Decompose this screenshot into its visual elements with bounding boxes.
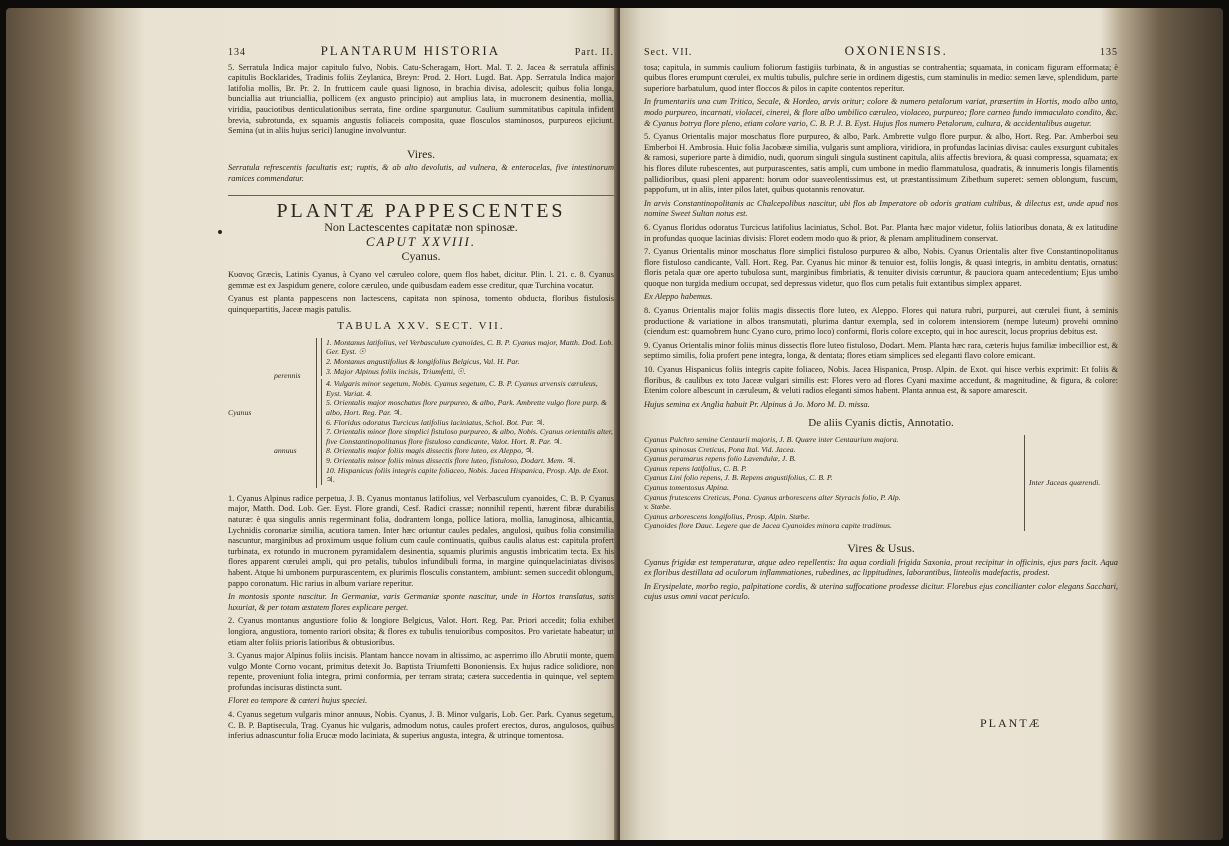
page-number: 135 — [1099, 47, 1118, 58]
list-item: v. Stæbe. — [644, 502, 672, 512]
running-title: PLANTARUM HISTORIA — [320, 43, 501, 58]
running-title: OXONIENSIS. — [844, 43, 948, 58]
list-item: Cyanus tomentosus Alpina. — [644, 482, 729, 492]
synonym-list — [644, 435, 1024, 531]
usus-text-2: In Erysipelate, morbo regio, palpitatione cordis, & uterina suffocatione prodesse dicitur. Florebus ejus concilianter color elegans Sacchari, cujus usus omni vacat periculo. — [644, 581, 1118, 602]
entry-4: 4. Cyanus segetum vulgaris minor annuus, Nobis. Cyanus, J. B. Minor vulgaris, Lob. Ger. Park. Cyanus segetum, C. B. P. Baptisecula, Trag. Cyanus hic vulgaris, admodum notus, caules profert erectos, duros, angulosos, quibus inferius adnascuntur folia Erucæ modo laciniata, & superius angusta, integra, & utrinque tomentosa. — [228, 710, 614, 741]
section-subtitle: Non Lactescentes capitatæ non spinosæ. — [324, 220, 518, 235]
definition-paragraph: Cyanus est planta pappescens non lactescens, capitata non spinosa, tomento obducta, floribus fistulosis quinquepartitis, Jaceæ magis patulis. — [228, 294, 614, 314]
list-item: 4. Vulgaris minor segetum, Nobis. Cyanus segetum, C. B. P. Cyanus arvensis cæruleus, Eyst. Variat. 4. — [326, 379, 598, 398]
list-item: Cyanus Lini folio repens, J. B. Repens angustifolius, C. B. P. — [644, 473, 833, 483]
list-item: 8. Orientalis major foliis magis dissectis flore luteo, ex Aleppo, ♃. — [326, 446, 534, 456]
entry-1: 1. Cyanus Alpinus radice perpetua, J. B. Cyanus montanus latifolius, vel Verbasculum cyanoides, C. B. P. Cyanus major, Matth. Dod. Lob. Ger. Eyst. Flore grandi, Cesf. Radici crassæ; nonnihil repenti, hærent fibræ durabilis naturæ: è qua singulis annis regerminant folia, dodrantem longa, pollice latiora, mollia, lanuginosa, albicantia, Lychnidis coronariæ similia, acutiora tamen. Inter hæc oriuntur caules pedales, angulosi, quibus folia consimilia nascuntur, marginibus ad proximum usque folium cum caule continuatis, quibus caulis alatus est: capitula profert turbinata, ex rotundo in mucronem pyramidalem desinentia, squamis plurimis angustis imbricatim tecta. Ex his flores apparent cœrulei ampli, qui pro petalis, tubulos infundibuli forma, in margine quinquelaciniatas divisos habent. Atque hi umbonem purpurascentem, ex plurimis flosculis constantem, ambiunt: semen succedit oblongum, pappo coronatum. Hic rarius in album variare reperitur. — [228, 493, 614, 588]
table-heading: TABULA XXV. SECT. VII. — [337, 320, 505, 333]
page-number: 134 — [228, 47, 246, 58]
right-running-header — [644, 43, 1118, 59]
entry-2: 2. Cyanus montanus angustiore folio & longiore Belgicus, Valot. Hort. Reg. Par. Priori accedit; folia exhibet longiora, angustiora, tomento rariori obsita; & flores ex tubulis tenuioribus compositos. Pro varietate habeatur; ut etiam alter foliis prioris latioribus & obtusioribus. — [228, 616, 614, 647]
list-item: Cyanoides flore Dauc. Legere que de Jacea Cyanoides minora capite tradimus. — [644, 521, 893, 531]
group-perennis — [321, 338, 614, 376]
list-item: 1. Montanus latifolius, vel Verbasculum cyanoides, C. B. P. Cyanus major, Matth. Dod. Lob. Ger. Eyst. ☉ — [326, 337, 614, 357]
entry-5: 5. Cyanus Orientalis major moschatus flore purpureo, & albo, Park. Ambrette vulgo flore purpur. & albo, Hort. Reg. Par. Amberboi seu Emberboi H. Ambrosia. Huic folia Jacobææ similia, vulgaris sunt ampliora, viridiora, in profundas lacinias divisa: caules exsurgunt cubitales & ramosi, superiore parte à dimidio, nudi, quorum singuli singula sustinent capitula, aliis affectis breviora, & quasi compressa, squamata; ex his flores dilute rubescentes, aut purpurascentes, satis ampli, cum umbone in medio flammatulosa, quadratis, & innumeris longis filamentis pallidioribus, quasi pleni apparent: horum odor suaveolentissimus est, ut præstantissimum Zibethum superet: semen oblongum, fuscum, pappofum, ut in aliis, inter pilos latet, quibus quotannis renovatur. — [644, 132, 1118, 195]
section-rule — [228, 195, 614, 196]
entry-3-note: Floret eo tempore & cæteri hujus speciei. — [228, 696, 368, 706]
entry-8: 8. Cyanus Orientalis major foliis magis dissectis flore luteo, ex Aleppo. Flores qui natura rubri, purpurei, aut cœrulei fiunt, à seminis productione & variatione in albos transmutati, plurima dantur exempla, sed in colorem intensiorem (nempe luteum) provehi omnino (ciendum est: quamobrem hunc Cyano curo, primo loco) conformi, floris colore excepto, qui in hoc aurescit, locus proprius debitus est. — [644, 306, 1118, 337]
section-label: Sect. VII. — [644, 47, 693, 58]
section-title: PLANTÆ PAPPESCENTES — [276, 199, 566, 222]
list-item: Cyanus Pulchro semine Centaurii majoris, J. B. Quære inter Centaurium majora. — [644, 435, 899, 444]
usus-text: Cyanus frigidæ est temperaturæ, atque adeo repellentis: Ita aqua cordiali frigida Saxonia, prout recipitur in officinis, ejus pars facit. Aqua ex floribus destillata ad oculorum inflammationes, rubedines, ac lippitudines, laborantibus, linteolis madefactis, prodest. — [644, 557, 1118, 578]
list-item: 5. Orientalis major moschatus flore purpureo, & albo, Park. Ambrette vulgo flore purp. & albo, Hort. Reg. Par. ♃. — [326, 398, 608, 418]
left-running-header — [228, 43, 614, 59]
list-item: Cyanus frutescens Creticus, Pona. Cyanus arborescens alter Styracis folio, P. Alp. — [644, 492, 901, 502]
intro-paragraph: Κυανος Græcis, Latinis Cyanus, à Cyano vel cæruleo colore, quem flos habet, dicitur. Plin. l. 21. c. 8. Cyanus gemmæ est ex Jaspidum genere, colore cæruleo, unde quibusdam eadem esse creditur, quæ Turchina vocatur. — [228, 269, 614, 290]
list-item: 6. Floridus odoratus Turcicus latifolius laciniatus, Schol. Bot. Par. ♃. — [326, 417, 545, 427]
list-item: 2. Montanus angustifolius & longifolius Belgicus, Val. H. Par. — [326, 357, 520, 367]
right-page-content — [644, 43, 1118, 606]
left-page — [6, 8, 618, 840]
list-item: 9. Orientalis minor foliis minus dissectis flore luteo, fistuloso, Dodart. Mem. ♃. — [326, 456, 576, 465]
chapter-heading: CAPUT XXVIII. — [365, 233, 477, 249]
vires-usus-heading: Vires & Usus. — [847, 540, 915, 555]
genus-heading: Cyanus. — [401, 249, 441, 264]
label-perennis: perennis — [274, 370, 301, 380]
entry-9: 9. Cyanus Orientalis minor foliis minus dissectis flore luteo fistuloso, Dodart. Mem. Planta hæc rara, cæteris hujus familiæ imbecillior est, & septimo similis, folia profert pene integra, longa, & dentata; flores etiam simplices sed eleganti flavo colore emicant. — [644, 340, 1118, 361]
entry-7-note: Ex Aleppo habemus. — [644, 292, 713, 302]
entry-5-habitat: In arvis Constantinopolitanis ac Chalcepolibus nascitur, ubi flos ab Imperatore ob odoris gratiam cultibus, & dilectus est, unde apud nos nomine Sweet Sultan notus est. — [644, 198, 1118, 219]
ink-dot — [218, 230, 222, 234]
synonym-block — [644, 435, 1118, 531]
list-item: 7. Orientalis minor flore simplici fistuloso purpureo, & albo, Nobis. Cyanus orientalis alter, five Constantinopolitanus flore fistuloso candicante, Valot. Hort. R. Par. ♃. — [326, 427, 613, 446]
list-item: 10. Hispanicus foliis integris capite foliaceo, Nobis. Jacea Hispanica, Prosp. Alp. de Exot. ♃. — [326, 465, 609, 485]
list-item: Cyanus spinosus Creticus, Pona Ital. Vid. Jacea. — [644, 444, 796, 454]
entry-serratula-5: 5. Serratula Indica major capitulo fulvo, Nobis. Catu-Scheragam, Hort. Mal. T. 2. Jacea & serratula affinis capitulis Bocklarides, Tradinis foliis Zeylanica, Breyn: Prod. 2. Hort. Lugd. Bat. App. Serratula Indica major latifolia mollis, Br. Pr. 2. In frutticem caule quasi lignoso, in brachia divisa, adolescit; quibus folia longa, bunciallia aut triunciallia, pollicem (ex angusto principio) aut amplius lata, in mucronem desinentia, mollia, viridia, pauciotibus denticulationibus serrata, fine ordine spargunutur. Caulium summitatibus capitula infident brevia, subrotunda, ex squamis angustis foliaceis composita, quae flosculos staminosos, purpureos ejiciunt. Semina (ut in aliis hujus serici) lanugine involvuntur. — [228, 62, 614, 136]
table-groups-labels — [274, 338, 316, 488]
list-item: 3. Major Alpinus foliis incisis, Triumfetti, ☉. — [326, 366, 466, 376]
entry-1-habitat: In montosis sponte nascitur. In Germaniæ, varis Germaniæ sponte nascitur, unde in Hortos translatus, satis luxuriat, & per totam æstatem flores explicare perget. — [228, 592, 614, 612]
entry-10: 10. Cyanus Hispanicus foliis integris capite foliaceo, Nobis. Jacea Hispanica, Prosp. Alpin. de Exot. qui hisce verbis exprimit: Et foliis & floribus, & caulibus ex toto Jaceæ vulgari similis est: Flores vero ad flores Cyani maxime accedunt, & magnitudine, & figura, & colore: Etenim colore albescunt in cæruleum, & veluti radios eleganti simos habent. Planta annua est, & sapore amarescit. — [644, 365, 1118, 396]
vires-text: Serratula refrescentis facultatis est; ruptis, & ab alto devolutis, ad vulnera, & enterocelas, five intestinorum ramices commendatur. — [228, 163, 614, 183]
entry-4-habitat: In frumentariis una cum Tritico, Secale, & Hordeo, arvis oritur; colore & numero petalorum variat, præsertim in Hortis, modo albo unto, modo purpureo, incarnati, violacei, cinerei, & flore albo umbilico cæruleo, violaceo, purpureo; flore carneo fundo immaculato condito, &c. & Cyanus botrya flore pleno, etiam colore vario, C. B. P. J. B. Eyst. Hujus flos numero Petalorum, cultura, & accidentalibus augetur. — [644, 97, 1118, 128]
entry-3: 3. Cyanus major Alpinus foliis incisis. Plantam hancce novam in altissimo, ac asperrimo illo Abrutii monte, quem vulgo Monte Corno vocant, primitus detexit Jo. Baptista Triumfetti Bononiensis. Ex hujus radice solidiore, non repente, proveniunt folia integra, primi conformia, per terram strata; cætera succedentia in quinque, vel septem profundas incisuras distincta sunt. — [228, 651, 614, 692]
annotation-heading: De aliis Cyanis dictis, Annotatio. — [808, 417, 954, 430]
entry-7: 7. Cyanus Orientalis minor moschatus flore simplici fistuloso purpureo & albo, Nobis. Cyanus Orientalis alter five Constantinopolitanus flore fistuloso candicante, Vall. Hort. Reg. Par. Cyanus hic minor & tenuior est, foliis longis, & quasi integris, in ambitu dentatis, ornatus: floris petala quæ ore aperto tubulosa sunt, marginibus fimbriatis, & tenuiter divisis cœruntur, & pauciora quam antecedentium; Ejus umbo quoque non turgida medium occupat, sed depressus videtur, quo flos cum petalis fuit extantibus simplex apparet. — [644, 247, 1118, 288]
label-annuus: annuus — [274, 445, 297, 455]
vires-heading: Vires. — [406, 146, 436, 161]
entry-6: 6. Cyanus floridus odoratus Turcicus latifolius laciniatus, Schol. Bot. Par. Planta hæc major videtur, foliis latioribus donata, & ex latitudine in profundas quoque lacinias divisis: Floret eodem modo quo & prior, & plenam amplitudinem conservat. — [644, 222, 1118, 243]
table-species-list — [316, 338, 614, 488]
group-annuus — [321, 379, 614, 485]
classification-table — [228, 338, 614, 488]
right-page — [620, 8, 1223, 840]
synonym-reference: Inter Jaceas quærendi. — [1024, 435, 1100, 531]
entry-4-continued: tosa; capitula, in summis caulium foliorum fastigiis turbinata, & in angustias se contrahentia; squamata, in conicam figuram efformata; è quibus flores erumpunt cœrulei, ex multis tubulis, pulchre serie in ordinem digestis, cum staminulis in medio: semen læve, splendidum, parte superiore barbatulum, quod inter floccos & pilos in capite contentos reperitur. — [644, 62, 1118, 93]
list-item: Cyanus arborescens longifolius, Prosp. Alpin. Stæbe. — [644, 511, 810, 521]
table-genus: Cyanus — [228, 408, 252, 418]
left-page-content — [228, 43, 614, 745]
entry-10-note: Hujus semina ex Anglia habuit Pr. Alpinus à Jo. Moro M. D. missa. — [644, 399, 870, 409]
part-label: Part. II. — [574, 47, 614, 58]
catchword: PLANTÆ — [980, 716, 1042, 730]
open-book — [6, 8, 1223, 840]
list-item: Cyanus repens latifolius, C. B. P. — [644, 463, 747, 473]
list-item: Cyanus peramarus repens folio Lavendulæ, J. B. — [644, 454, 796, 464]
